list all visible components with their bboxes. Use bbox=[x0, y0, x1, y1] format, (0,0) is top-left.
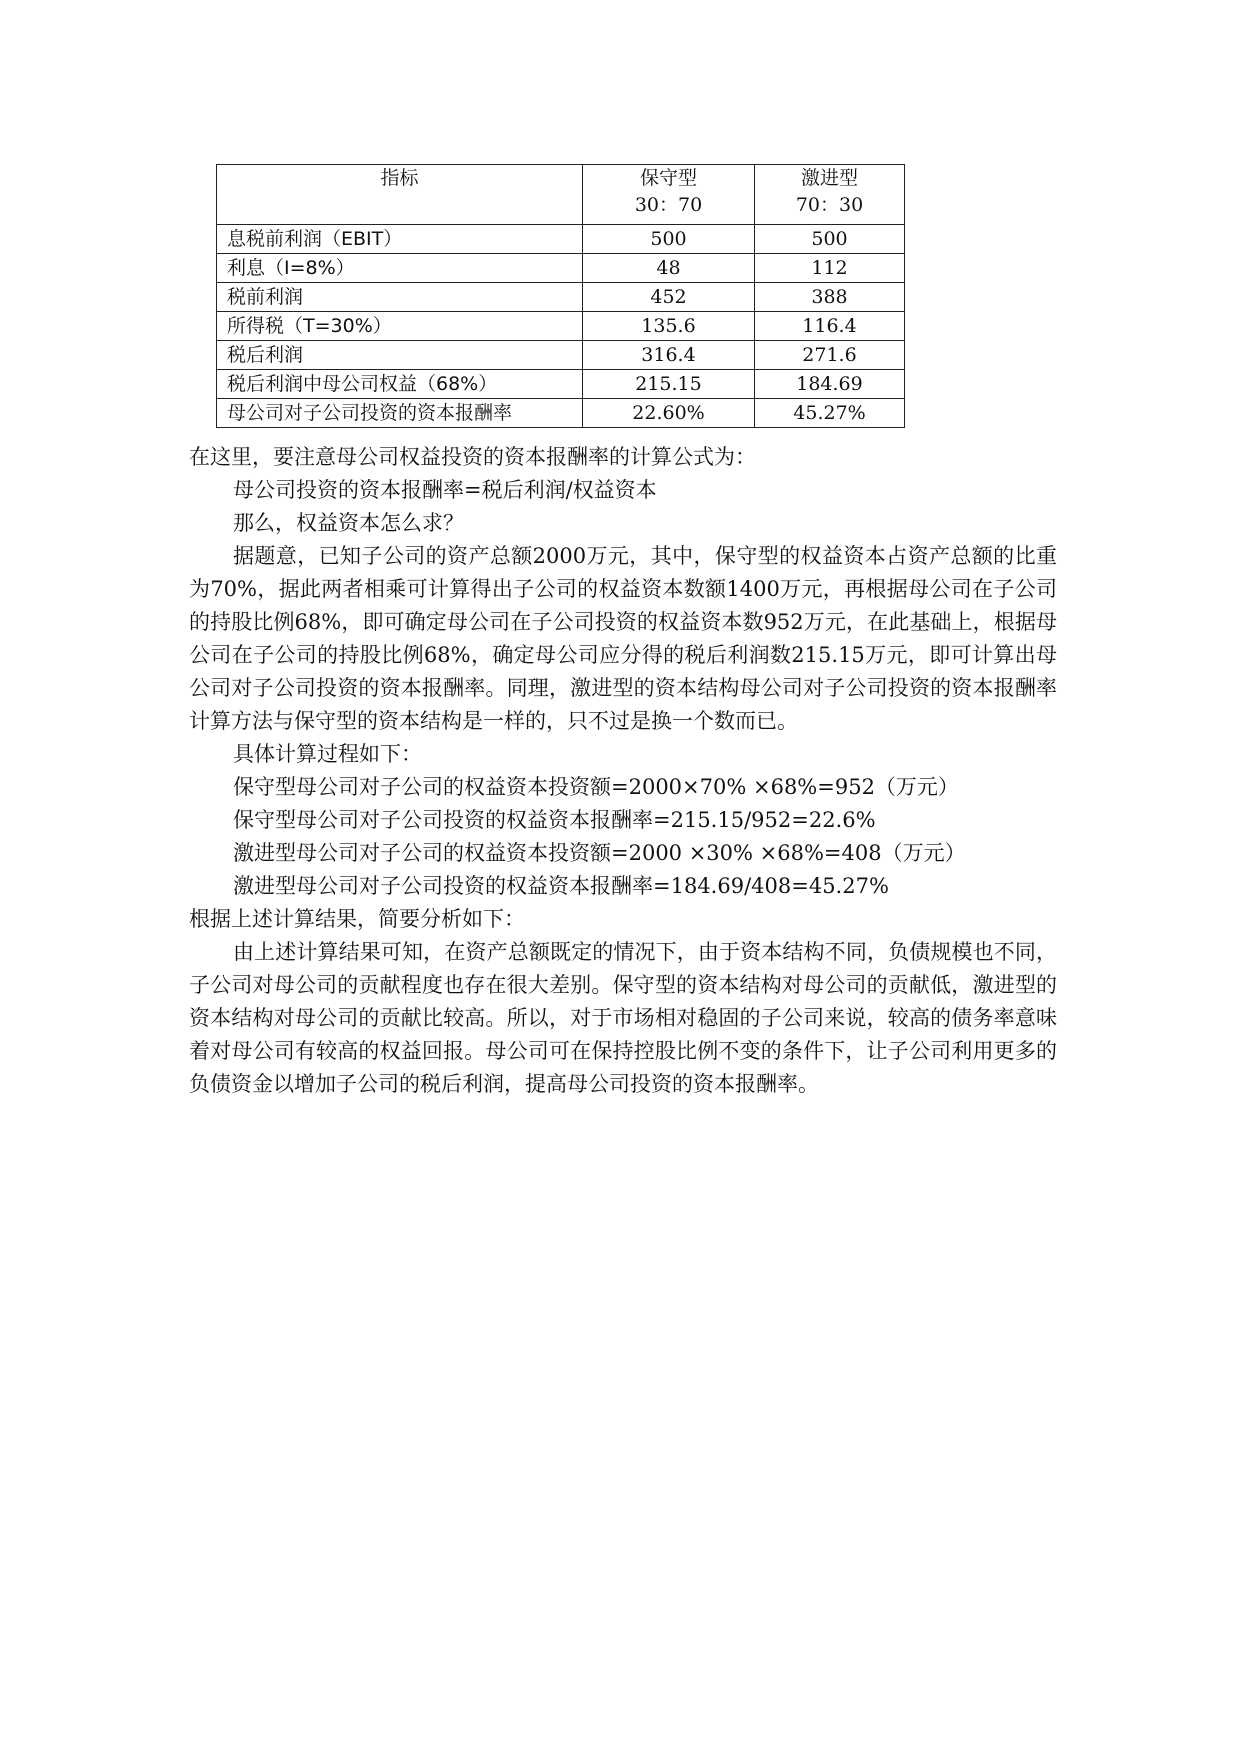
row-label: 息税前利润（EBIT） bbox=[217, 225, 583, 254]
process-heading: 具体计算过程如下： bbox=[233, 742, 422, 766]
calc-line-aggressive-return: 激进型母公司对子公司投资的权益资本报酬率=184.69/408=45.27% bbox=[233, 874, 889, 898]
row-label: 税后利润 bbox=[217, 341, 583, 370]
row-aggressive-value: 500 bbox=[755, 225, 905, 254]
table-row bbox=[217, 254, 905, 283]
calc-line-aggressive-investment: 激进型母公司对子公司的权益资本投资额=2000 ×30% ×68%=408（万元） bbox=[233, 841, 966, 865]
row-aggressive-value: 184.69 bbox=[755, 370, 905, 399]
table-row bbox=[217, 225, 905, 254]
calc-line-conservative-investment: 保守型母公司对子公司的权益资本投资额=2000×70% ×68%=952（万元） bbox=[233, 775, 959, 799]
row-label: 母公司对子公司投资的资本报酬率 bbox=[217, 399, 583, 428]
row-aggressive-value: 388 bbox=[755, 283, 905, 312]
analysis-paragraph: 由上述计算结果可知，在资产总额既定的情况下，由于资本结构不同，负债规模也不同，子公司对母公司的贡献程度也存在很大差别。保守型的资本结构对母公司的贡献低，激进型的资本结构对母公司的贡献比较高。所以，对于市场相对稳固的子公司来说，较高的债务率意味着对母公司有较高的权益回报。母公司可在保持控股比例不变的条件下，让子公司利用更多的负债资金以增加子公司的税后利润，提高母公司投资的资本报酬率。 bbox=[189, 940, 1057, 1096]
formula-line: 母公司投资的资本报酬率=税后利润/权益资本 bbox=[233, 478, 657, 502]
row-label: 利息（I=8%） bbox=[217, 254, 583, 283]
row-aggressive-value: 271.6 bbox=[755, 341, 905, 370]
body-text bbox=[189, 441, 1057, 1101]
calc-line-conservative-return: 保守型母公司对子公司投资的权益资本报酬率=215.15/952=22.6% bbox=[233, 808, 876, 832]
header-conservative bbox=[583, 165, 755, 225]
row-label: 税后利润中母公司权益（68%） bbox=[217, 370, 583, 399]
row-conservative-value: 500 bbox=[583, 225, 755, 254]
row-aggressive-value: 112 bbox=[755, 254, 905, 283]
table-header-row bbox=[217, 165, 905, 225]
table-row bbox=[217, 283, 905, 312]
row-conservative-value: 135.6 bbox=[583, 312, 755, 341]
header-aggressive bbox=[755, 165, 905, 225]
row-conservative-value: 316.4 bbox=[583, 341, 755, 370]
table-row bbox=[217, 399, 905, 428]
row-label: 税前利润 bbox=[217, 283, 583, 312]
paragraph-intro: 在这里，要注意母公司权益投资的资本报酬率的计算公式为： bbox=[189, 445, 756, 469]
row-label: 所得税（T=30%） bbox=[217, 312, 583, 341]
row-aggressive-value: 116.4 bbox=[755, 312, 905, 341]
row-conservative-value: 215.15 bbox=[583, 370, 755, 399]
header-indicator: 指标 bbox=[217, 165, 583, 225]
header-conservative-ratio: 30：70 bbox=[634, 193, 703, 216]
header-aggressive-name: 激进型 bbox=[800, 167, 858, 189]
row-conservative-value: 452 bbox=[583, 283, 755, 312]
table-row bbox=[217, 312, 905, 341]
question-line: 那么，权益资本怎么求？ bbox=[233, 511, 464, 535]
capital-structure-table bbox=[216, 164, 905, 428]
explanation-paragraph: 据题意，已知子公司的资产总额2000万元，其中，保守型的权益资本占资产总额的比重为70%，据此两者相乘可计算得出子公司的权益资本数额1400万元，再根据母公司在子公司的持股比例68%，即可确定母公司在子公司投资的权益资本数952万元，在此基础上，根据母公司在子公司的持股比例68%，确定母公司应分得的税后利润数215.15万元，即可计算出母公司对子公司投资的资本报酬率。同理，激进型的资本结构母公司对子公司投资的资本报酬率计算方法与保守型的资本结构是一样的，只不过是换一个数而已。 bbox=[189, 544, 1057, 733]
row-conservative-value: 22.60% bbox=[583, 399, 755, 428]
row-conservative-value: 48 bbox=[583, 254, 755, 283]
table-row bbox=[217, 341, 905, 370]
analysis-heading: 根据上述计算结果，简要分析如下： bbox=[189, 907, 525, 931]
row-aggressive-value: 45.27% bbox=[755, 399, 905, 428]
table-row bbox=[217, 370, 905, 399]
header-conservative-name: 保守型 bbox=[639, 167, 697, 189]
header-aggressive-ratio: 70：30 bbox=[795, 193, 864, 216]
